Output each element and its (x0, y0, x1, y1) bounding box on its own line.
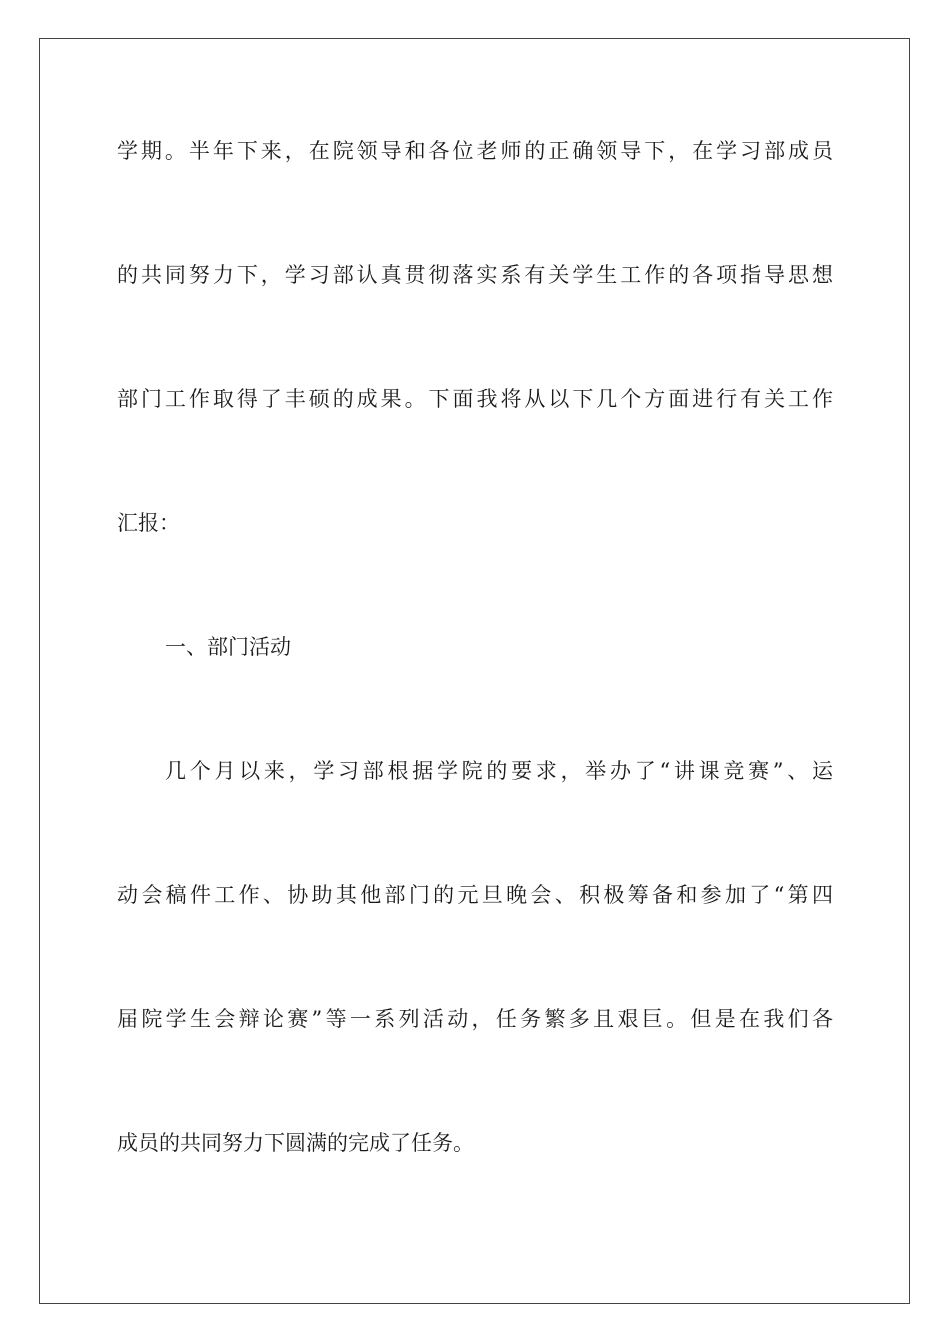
page-frame (39, 38, 910, 1304)
section-heading: 一、部门活动 (165, 635, 291, 659)
body-text-line: 成员的共同努力下圆满的完成了任务。 (117, 1131, 474, 1155)
paragraph-first-line: 几个月以来，学习部根据学院的要求，举办了“讲课竞赛”、运 (165, 759, 833, 783)
body-text-line: 的共同努力下，学习部认真贯彻落实系有关学生工作的各项指导思想 (117, 263, 833, 287)
body-text-line: 部门工作取得了丰硕的成果。下面我将从以下几个方面进行有关工作 (117, 387, 833, 411)
body-text-line: 学期。半年下来，在院领导和各位老师的正确领导下，在学习部成员 (117, 139, 833, 163)
body-text-line: 汇报： (117, 511, 180, 535)
body-text-line: 届院学生会辩论赛”等一系列活动，任务繁多且艰巨。但是在我们各 (117, 1007, 833, 1031)
body-text-line: 动会稿件工作、协助其他部门的元旦晚会、积极筹备和参加了“第四 (117, 883, 833, 907)
